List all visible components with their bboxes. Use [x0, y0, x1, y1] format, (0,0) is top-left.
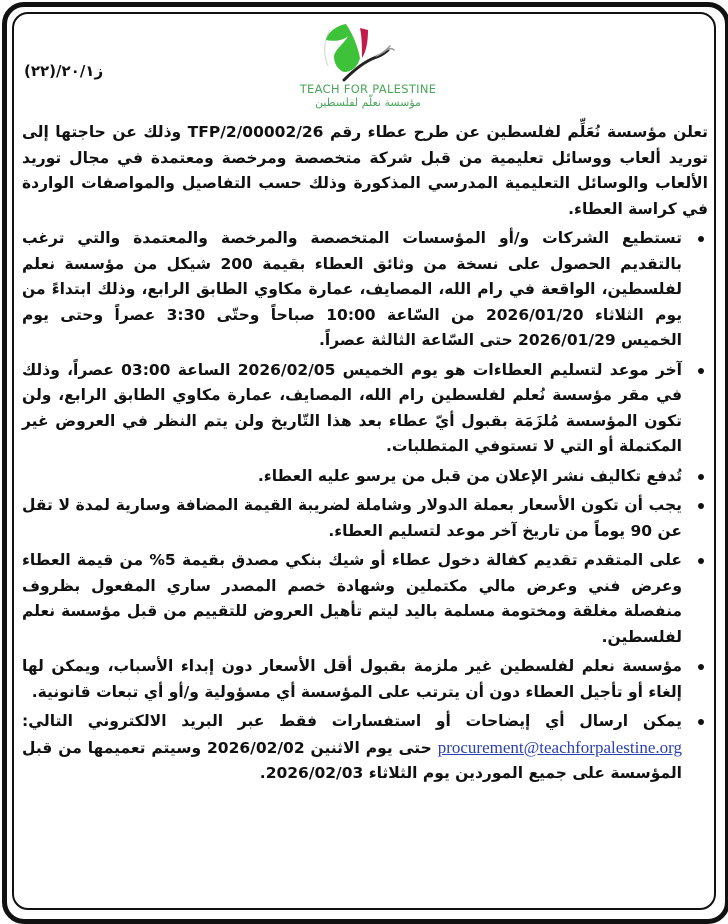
reference-code: ز٢٠/١/(٢٢): [24, 62, 104, 80]
tender-announcement: [22, 120, 712, 791]
list-item-text: تستطيع الشركات و/أو المؤسسات المتخصصة والمرخصة والمعتمدة والتي ترغب بالتقديم الحصول على نسخة من وثائق العطاء بقيمة 200 شيكل من مؤسسة نعلم لفلسطين، الواقعة في رام الله، المصايف، عمارة مكاوي الطابق الرابع، وذلك ابتداءً من يوم الثلاثاء 2026/01/20 من السّاعة 10:00 صباحاً وحتّى 3:30 عصراً وحتى يوم الخميس 2026/01/29 حتى السّاعة الثالثة عصراً.: [22, 229, 683, 349]
list-item-text: آخر موعد لتسليم العطاءات هو يوم الخميس 2026/02/05 الساعة 03:00 عصراً، وذلك في مقر مؤسسة نُعلم لفلسطين رام الله، المصايف، عمارة مكاوي الطابق الرابع، ولن تكون المؤسسة مُلزَمَة بقبول أيّ عطاء بعد هذا التّاريخ ولن يتم النظر في العروض غير المكتملة أو التي لا تستوفي المتطلبات.: [22, 360, 682, 455]
list-item-text: تُدفع تكاليف نشر الإعلان من قبل من يرسو عليه العطاء.: [257, 466, 682, 485]
procurement-email-link[interactable]: procurement@teachforpalestine.org: [437, 737, 682, 757]
contact-text-after: حتى يوم الاثنين 2026/02/02 وسيتم تعميمها من قبل المؤسسة على جميع الموردين يوم الثلاثاء 2026/02/03.: [22, 738, 682, 782]
tender-conditions-list: [22, 226, 712, 787]
bullet-icon: [698, 664, 704, 670]
bullet-icon: [698, 368, 704, 374]
bullet-icon: [698, 236, 704, 242]
list-item: [22, 358, 712, 460]
list-item: [22, 493, 712, 544]
teach-for-palestine-logo: [268, 18, 468, 114]
list-item-text: يجب أن تكون الأسعار بعملة الدولار وشاملة لضريبة القيمة المضافة وسارية لمدة لا تقل عن 90 يوماً من تاريخ آخر موعد لتسليم العطاء.: [22, 496, 682, 540]
list-item-contact: [22, 709, 712, 787]
bullet-icon: [698, 503, 704, 509]
logo-english-name: TEACH FOR PALESTINE: [299, 82, 437, 96]
intro-paragraph: تعلن مؤسسة نُعَلِّم لفلسطين عن طرح عطاء رقم TFP/2/00002/26 وذلك عن حاجتها إلى توريد ألعاب ووسائل تعليمية من قبل شركة متخصصة ومرخصة ومعتمدة في مجال توريد الألعاب والوسائل التعليمية المدرسي المذكورة وذلك حسب التفاصيل والمواصفات الواردة في كراسة العطاء.: [22, 123, 708, 218]
list-item: [22, 654, 712, 705]
contact-text-before: يمكن ارسال أي إيضاحات أو استفسارات فقط عبر البريد الالكتروني التالي:: [22, 712, 682, 730]
list-item-text: على المتقدم تقديم كفالة دخول عطاء أو شيك بنكي مصدق بقيمة 5% من قيمة العطاء وعرض فني وعرض مالي مكتملين وشهادة خصم المصدر ساري المفعول بظروف منفصلة مغلقة ومختومة مسلمة باليد ليتم تأهيل العروض للتقييم من قبل مؤسسة نعلم لفلسطين.: [22, 551, 682, 646]
bullet-icon: [698, 474, 704, 480]
list-item-text: مؤسسة نعلم لفلسطين غير ملزمة بقبول أقل الأسعار دون إبداء الأسباب، ويمكن لها إلغاء أو تأجيل العطاء دون أن يترتب على المؤسسة أي مسؤولية و/أو أي تبعات قانونية.: [22, 657, 682, 701]
bullet-icon: [698, 558, 704, 564]
list-item: [22, 548, 712, 650]
list-item: [22, 226, 712, 354]
butterfly-logo-icon: [308, 18, 428, 82]
bullet-icon: [698, 719, 704, 725]
logo-arabic-name: مؤسسة نعلّم لفلسطين: [315, 96, 421, 109]
list-item: [22, 464, 712, 490]
